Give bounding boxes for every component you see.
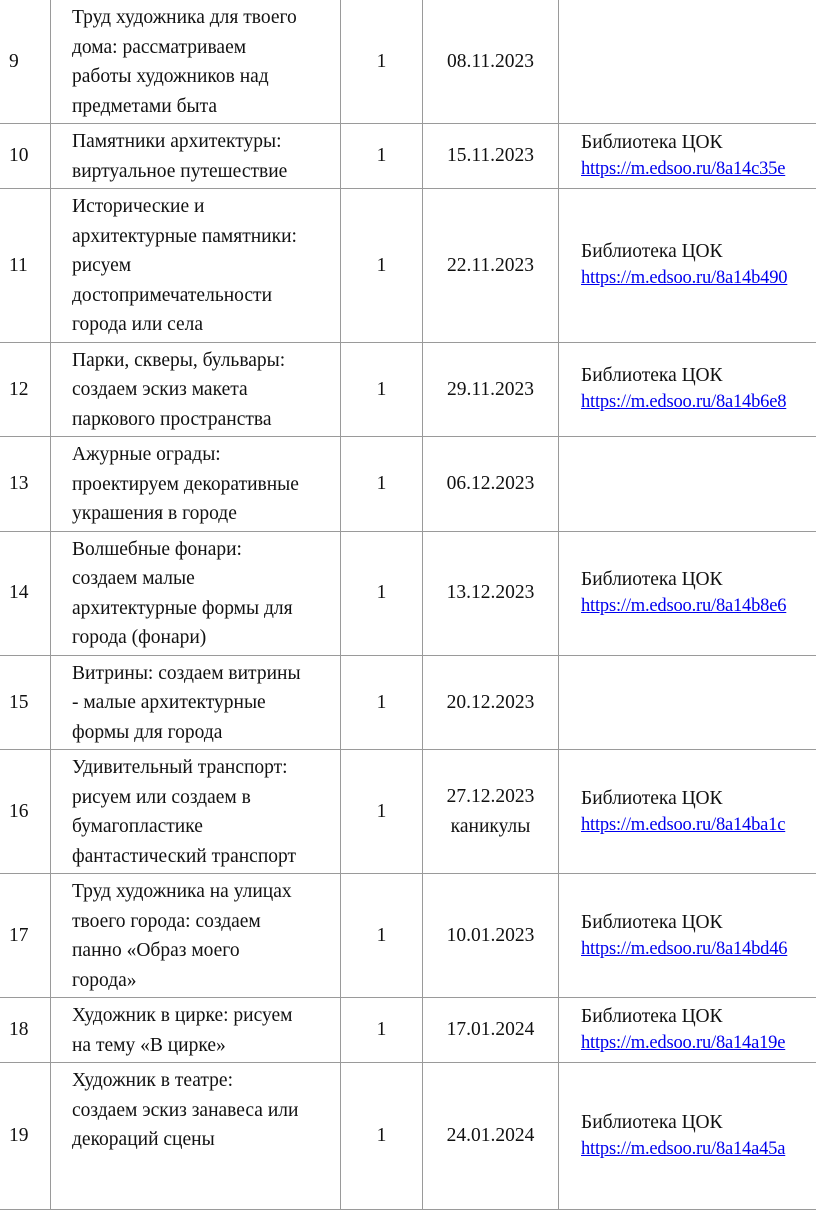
lesson-topic-line: работы художников над [72,66,269,87]
lesson-date: 15.11.2023 [446,145,535,167]
lesson-number: 13 [0,437,51,532]
lesson-topic-line: Памятники архитектуры: [72,131,282,152]
lesson-topic [51,189,341,343]
lesson-resource [559,874,816,998]
table-row [0,655,816,750]
lesson-topic-line: города» [72,969,137,991]
lesson-topic-line: панно «Образ моего [72,940,240,961]
resource-library-label: Библиотека ЦОК [581,365,723,387]
lesson-topic-line: - малые архитектурные [72,692,266,713]
lesson-resource [559,998,816,1063]
lesson-date-cell [423,655,559,750]
lesson-hours: 1 [341,655,423,750]
lesson-date-cell [423,750,559,874]
lesson-topic-line: паркового пространства [72,408,272,430]
lesson-date-cell [423,189,559,343]
lesson-topic-line: Волшебные фонари: [72,538,242,560]
table-row [0,1063,816,1210]
lesson-topic [51,874,341,998]
lesson-number: 10 [0,124,51,189]
lesson-topic-line: архитектурные формы для [72,597,293,619]
lesson-date: 27.12.2023 [446,786,535,807]
lesson-date: 29.11.2023 [446,378,535,400]
lesson-hours: 1 [341,189,423,343]
lesson-topic-line: Парки, скверы, бульвары: [72,349,286,371]
lesson-topic-line: Удивительный транспорт: [72,757,288,778]
lesson-topic [51,124,341,189]
lesson-topic [51,750,341,874]
table-row [0,342,816,437]
resource-link[interactable]: https://m.edsoo.ru/8a14ba1c [581,814,786,835]
lesson-topic-line: города или села [72,314,204,335]
lesson-date: 10.01.2023 [446,924,535,946]
lesson-topic-line: фантастический транспорт [72,845,297,867]
lesson-date: 13.12.2023 [446,582,535,604]
lesson-date-cell [423,531,559,655]
lesson-resource [559,750,816,874]
lesson-hours: 1 [341,1063,423,1210]
lesson-hours: 1 [341,998,423,1063]
lesson-date: 24.01.2024 [446,1125,535,1147]
resource-link[interactable]: https://m.edsoo.ru/8a14b490 [581,268,788,289]
lesson-topic [51,0,341,124]
lesson-topic-line: дома: рассматриваем [72,36,247,58]
lesson-topic-line: Труд художника на улицах [72,881,292,902]
resource-library-label: Библиотека ЦОК [581,1112,723,1133]
lesson-topic [51,531,341,655]
lesson-date-cell [423,1063,559,1210]
lesson-number: 9 [0,0,51,124]
lesson-number: 17 [0,874,51,998]
lesson-number: 18 [0,998,51,1063]
resource-library-label: Библиотека ЦОК [581,241,723,263]
lesson-topic-line: твоего города: создаем [72,910,261,932]
lesson-topic-line: рисуем или создаем в [72,786,251,808]
lesson-topic-line: создаем эскиз макета [72,379,248,400]
lesson-topic-line: формы для города [72,721,223,743]
lesson-topic-line: рисуем [72,255,132,276]
lesson-number: 14 [0,531,51,655]
resource-link[interactable]: https://m.edsoo.ru/8a14c35e [581,159,786,179]
table-row [0,0,816,124]
lesson-resource [559,655,816,750]
lesson-topic-line: предметами быта [72,95,218,117]
lesson-number: 15 [0,655,51,750]
lesson-topic [51,655,341,750]
lesson-date-cell [423,437,559,532]
lesson-topic-line: Художник в цирке: рисуем [72,1005,293,1026]
resource-link[interactable]: https://m.edsoo.ru/8a14b8e6 [581,596,787,616]
lesson-topic-line: Витрины: создаем витрины [72,662,301,684]
lesson-topic-line: Исторические и [72,196,205,217]
lesson-topic-line: бумагопластике [72,816,203,837]
resource-library-label: Библиотека ЦОК [581,1006,723,1027]
lesson-resource [559,0,816,124]
lesson-date-cell [423,998,559,1063]
lesson-topic-line: создаем малые [72,568,195,589]
table-row [0,531,816,655]
table-row [0,189,816,343]
lesson-resource [559,1063,816,1210]
lesson-resource [559,437,816,532]
lesson-number: 11 [0,189,51,343]
lesson-topic [51,342,341,437]
lesson-topic [51,1063,341,1210]
lesson-number: 12 [0,342,51,437]
lesson-topic-line: на тему «В цирке» [72,1034,226,1056]
lesson-date: 08.11.2023 [446,50,535,72]
lesson-hours: 1 [341,0,423,124]
lesson-date-note: каникулы [450,815,531,837]
lesson-hours: 1 [341,124,423,189]
resource-library-label: Библиотека ЦОК [581,787,723,809]
lesson-hours: 1 [341,874,423,998]
lesson-date: 17.01.2024 [446,1019,535,1041]
lesson-topic-line: декораций сцены [72,1129,215,1150]
resource-link[interactable]: https://m.edsoo.ru/8a14a45a [581,1139,786,1159]
lesson-date: 20.12.2023 [446,691,535,713]
lesson-topic [51,437,341,532]
lesson-topic-line: Труд художника для твоего [72,7,297,28]
lesson-topic-line: достопримечательности [72,284,272,306]
resource-library-label: Библиотека ЦОК [581,569,723,590]
lesson-number: 19 [0,1063,51,1210]
lesson-resource [559,342,816,437]
lesson-date-cell [423,124,559,189]
lesson-resource [559,531,816,655]
lesson-hours: 1 [341,342,423,437]
lesson-topic-line: виртуальное путешествие [72,160,288,182]
table-row [0,998,816,1063]
lesson-topic-line: города (фонари) [72,627,207,648]
table-row [0,750,816,874]
table-row [0,124,816,189]
lesson-date-cell [423,342,559,437]
lesson-date-cell [423,874,559,998]
lesson-hours: 1 [341,750,423,874]
resource-link[interactable]: https://m.edsoo.ru/8a14b6e8 [581,392,787,413]
lesson-topic [51,998,341,1063]
resource-link[interactable]: https://m.edsoo.ru/8a14bd46 [581,938,788,959]
lesson-topic-line: создаем эскиз занавеса или [72,1099,299,1121]
lesson-date-cell [423,0,559,124]
lesson-resource [559,124,816,189]
lesson-topic-line: архитектурные памятники: [72,225,297,247]
lesson-hours: 1 [341,437,423,532]
lesson-resource [559,189,816,343]
resource-link[interactable]: https://m.edsoo.ru/8a14a19e [581,1033,786,1053]
resource-library-label: Библиотека ЦОК [581,911,723,933]
lesson-number: 16 [0,750,51,874]
lesson-topic-line: Ажурные ограды: [72,444,221,465]
lesson-topic-line: украшения в городе [72,503,237,524]
lesson-hours: 1 [341,531,423,655]
lesson-topic-line: Художник в театре: [72,1070,233,1091]
lesson-date: 22.11.2023 [446,254,535,276]
table-row [0,874,816,998]
resource-library-label: Библиотека ЦОК [581,132,723,153]
lesson-topic-line: проектируем декоративные [72,473,299,495]
lesson-date: 06.12.2023 [446,473,535,494]
table-row [0,437,816,532]
